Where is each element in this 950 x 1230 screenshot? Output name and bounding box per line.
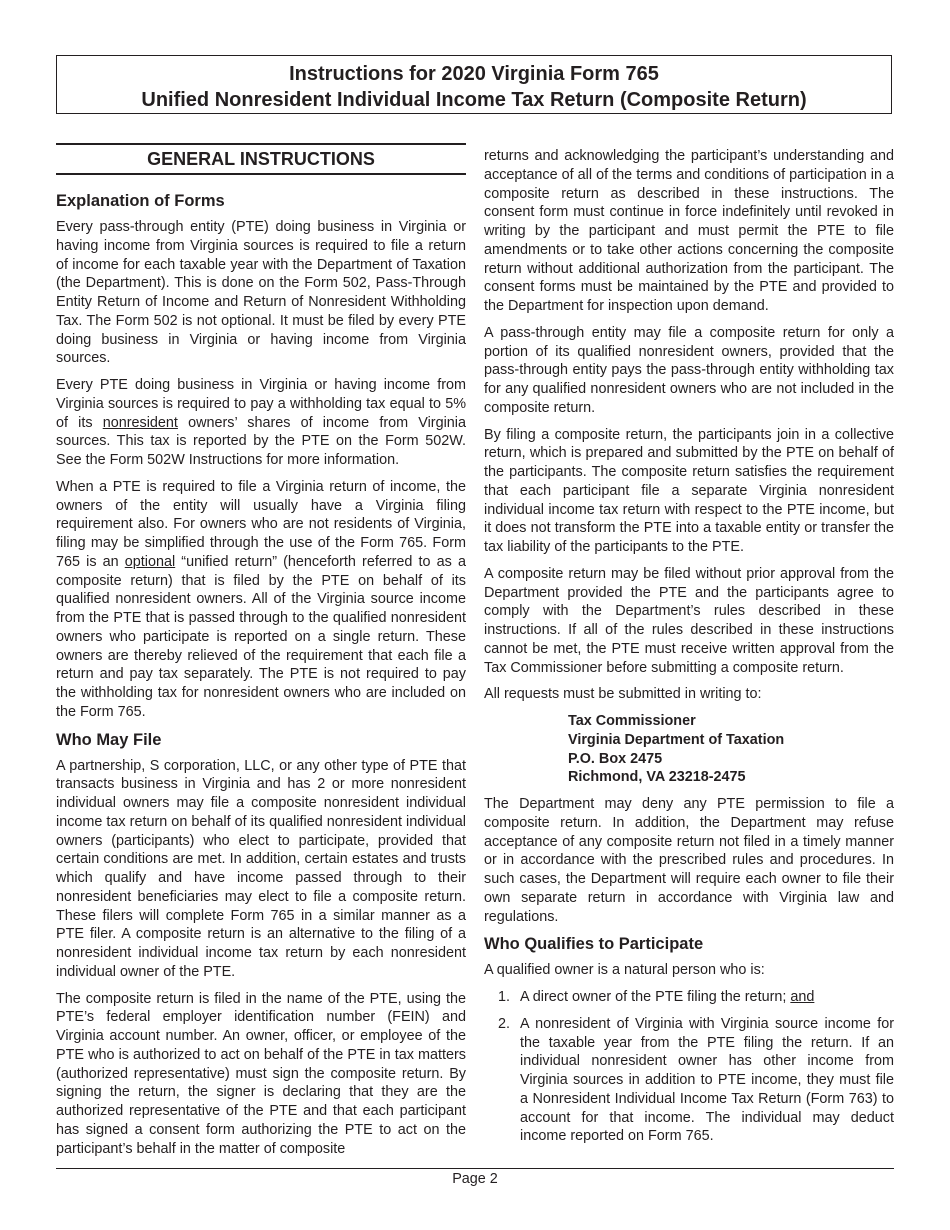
- address-line: P.O. Box 2475: [568, 750, 663, 767]
- paragraph: Every pass-through entity (PTE) doing business in Virginia or having income from Virginia sources is required to file a return of income for each taxable year with the Department of Taxation (the Department). This is done on the Form 502, Pass-Through Entity Return of Income and Return of Nonresident Withholding Tax. The Form 502 is not optional. It must be filed by every PTE doing business in Virginia or having income from Virginia sources.: [56, 219, 466, 367]
- paragraph: Every PTE doing business in Virginia or having income from Virginia sources is required to pay a withholding tax equal to 5% of its nonresident owners’ shares of income from Virginia sources. This tax is reported by the PTE on the Form 502W. See the Form 502W Instructions for more information.: [56, 377, 466, 468]
- list-item: 1. A direct owner of the PTE filing the return; and: [498, 989, 815, 1005]
- paragraph: A qualified owner is a natural person who is:: [484, 962, 765, 979]
- title-box: [56, 55, 892, 114]
- page-title: Instructions for 2020 Virginia Form 765: [289, 63, 659, 85]
- list-number: 1.: [498, 989, 511, 1005]
- paragraph: By filing a composite return, the participants join in a collective return, which is prepared and submitted by the PTE on behalf of the participants. The composite return satisfies the requirement that each participant file a separate Virginia nonresident individual income tax return with respect to the PTE income, but it does not transform the PTE into a taxable entity or transfer the tax liability of the participants to the PTE.: [484, 426, 894, 555]
- underlined-text: nonresident: [102, 414, 178, 431]
- underlined-text: optional: [124, 553, 176, 570]
- paragraph: When a PTE is required to file a Virginia return of income, the owners of the entity will usually have a Virginia filing requirement also. For owners who are not residents of Virginia, filing may be simplified through the use of the Form 765. Form 765 is an optional “unified return” (henceforth referred to as a composite return) that is filed by the PTE on behalf of its qualified nonresident owners. All of the Virginia source income from the PTE that is passed through to the qualified nonresident owners who participate is reported on a single return. These owners are thereby relieved of the requirement that each file a return and pay tax separately. The PTE is not required to pay the withholding tax for nonresident owners who are included on the Form 765.: [56, 478, 466, 720]
- explanation-heading: Explanation of Forms: [56, 192, 225, 210]
- general-instructions-heading: GENERAL INSTRUCTIONS: [56, 143, 466, 175]
- footer-divider: [56, 1168, 894, 1169]
- underlined-text: and: [790, 989, 815, 1005]
- who-qualifies-heading: Who Qualifies to Participate: [484, 935, 704, 954]
- paragraph: A pass-through entity may file a composite return for only a portion of its qualified nonresident owners, provided that the pass-through entity pays the pass-through entity withholding tax for any qualified nonresident owners who are not included in the composite return.: [484, 324, 894, 416]
- left-column: [56, 143, 466, 1166]
- qualification-list: [484, 988, 894, 1146]
- paragraph: returns and acknowledging the participant’s understanding and acceptance of all of the terms and conditions of participation in a composite return as described in these instructions. The consent form must continue in force indefinitely until revoked in writing by the participant and must permit the PTE to file amendments or to take other actions concerning the composite return without additional authorization from the participant. The consent forms must be maintained by the PTE and provided to the Department for inspection upon demand.: [484, 148, 894, 314]
- list-number: 2.: [498, 1015, 511, 1032]
- paragraph: The Department may deny any PTE permission to file a composite return. In addition, the Department may refuse acceptance of any composite return not filed in a timely manner or in accordance with the prescribed rules and procedures. In such cases, the Department will require each owner to file their own separate return in accordance with Virginia law and regulations.: [484, 796, 894, 925]
- paragraph: A partnership, S corporation, LLC, or any other type of PTE that transacts business in Virginia and has 2 or more nonresident individual owners may file a composite nonresident individual income tax return on behalf of its qualified nonresident individual owners (participants) who elect to participate, provided that certain conditions are met. In addition, certain estates and trusts which qualify and have income passed through to their nonresident beneficiaries may elect to file a composite return. These filers will complete Form 765 in a similar manner as a PTE filer. A composite return is an alternative to the filing of a nonresident individual income tax return by each nonresident individual owner of the PTE.: [56, 757, 466, 980]
- right-column: [484, 147, 894, 1154]
- address-line: Virginia Department of Taxation: [568, 731, 785, 748]
- address-line: Richmond, VA 23218-2475: [568, 769, 746, 786]
- mailing-address: [568, 712, 894, 787]
- paragraph: All requests must be submitted in writing to:: [484, 686, 762, 703]
- page-subtitle: Unified Nonresident Individual Income Tax Return (Composite Return): [141, 89, 807, 111]
- address-line: Tax Commissioner: [568, 713, 696, 729]
- paragraph: A composite return may be filed without prior approval from the Department provided the PTE and the participants agree to comply with the Department’s rules described in these instructions. If all of the rules described in these instructions cannot be met, the PTE must receive written approval from the Tax Commissioner before submitting a composite return.: [484, 565, 894, 676]
- who-may-file-heading: Who May File: [56, 730, 162, 749]
- paragraph: The composite return is filed in the name of the PTE, using the PTE’s federal employer identification number (FEIN) and Virginia account number. An owner, officer, or employee of the PTE who is authorized to act on behalf of the PTE in tax matters (authorized representative) must sign the composite return. By signing the return, the signer is declaring that they are the authorized representative of the PTE and that each participant has signed a consent form authorizing the PTE to act on the participant’s behalf in the matter of composite: [56, 990, 466, 1157]
- list-item: 2. A nonresident of Virginia with Virginia source income for the taxable year from the PTE filing the return. If an individual nonresident owner has other income from Virginia sources in addition to PTE income, they must file a Nonresident Individual Income Tax Return (Form 763) to account for that income. The individual may deduct income reported on Form 765.: [498, 1015, 894, 1145]
- page-number: Page 2: [452, 1171, 498, 1187]
